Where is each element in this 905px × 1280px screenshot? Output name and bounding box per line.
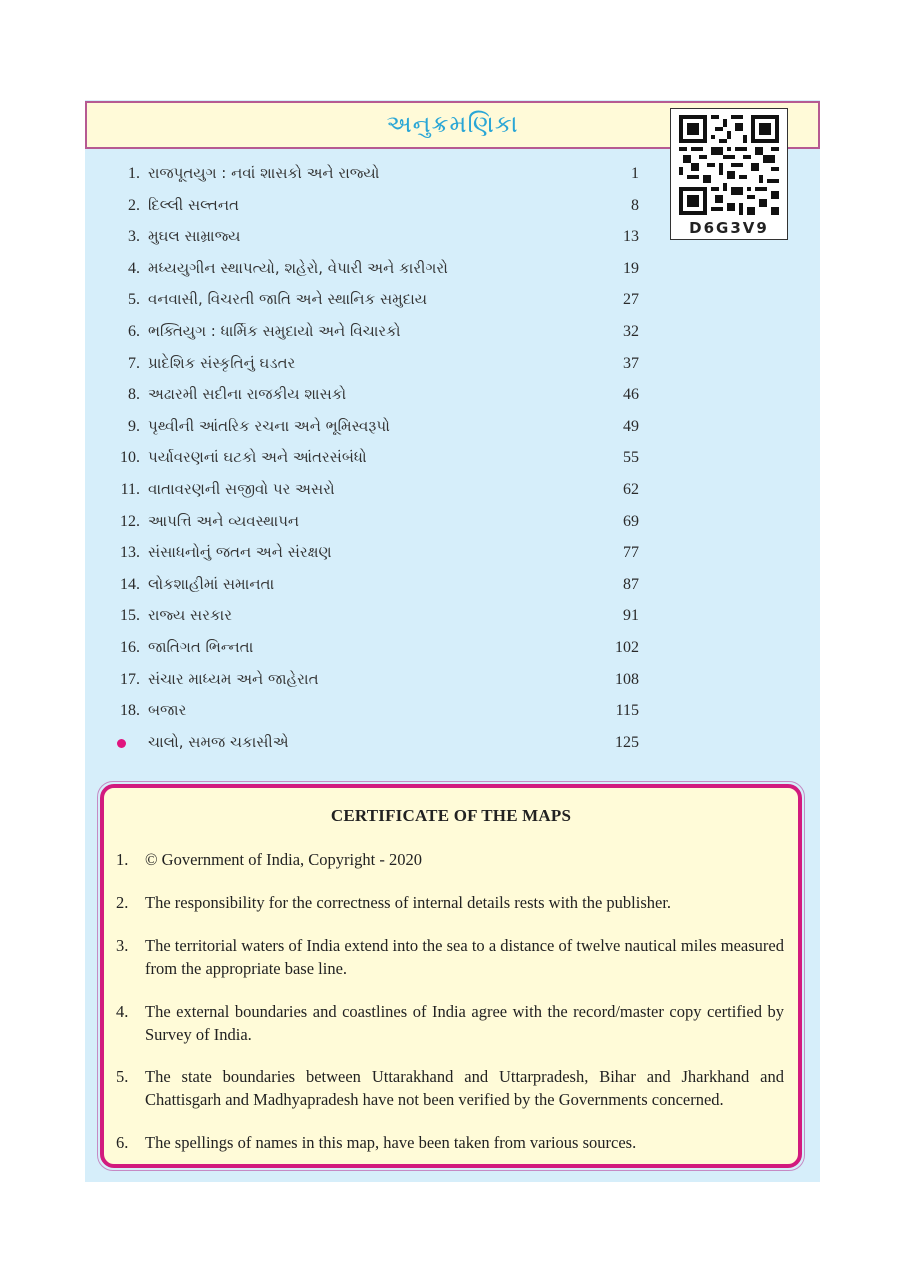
toc-item-1[interactable] [100, 158, 645, 190]
toc-page: 91 [623, 607, 639, 625]
toc-page: 115 [615, 702, 639, 720]
toc-title: વાતાવરણની સજીવો પર અસરો [148, 479, 335, 498]
item-number: 2. [116, 893, 129, 912]
certificate-item-3 [116, 934, 784, 980]
toc-item-9[interactable] [100, 411, 645, 443]
toc-number: 1. [128, 165, 140, 182]
toc-title: આપત્તિ અને વ્યવસ્થાપન [148, 511, 300, 530]
toc-page: 37 [623, 354, 639, 372]
toc-item-5[interactable] [100, 284, 645, 316]
toc-title: રાજપૂતયુગ : નવાં શાસકો અને રાજ્યો [148, 164, 380, 182]
toc-number: 4. [128, 259, 140, 277]
certificate-item-2 [116, 891, 784, 914]
toc-number: 3. [128, 228, 140, 246]
toc-item-12[interactable] [100, 506, 645, 538]
toc-number: 9. [128, 417, 140, 435]
toc-page: 32 [623, 322, 639, 340]
toc-page: 125 [615, 733, 639, 751]
toc-page: 77 [623, 544, 639, 562]
page-title: અનુક્રમણિકા [386, 110, 519, 138]
toc-number: 13. [120, 544, 140, 562]
qr-code-label: D6G3V9 [689, 219, 769, 237]
toc-item-16[interactable] [100, 632, 645, 664]
toc-item-8[interactable] [100, 379, 645, 411]
certificate-item-4 [116, 1000, 784, 1046]
toc-page: 19 [623, 259, 639, 277]
toc-title: પૃથ્વીની આંતરિક રચના અને ભૂમિસ્વરૂપો [148, 416, 390, 435]
toc-item-4[interactable] [100, 253, 645, 285]
toc-item-17[interactable] [100, 664, 645, 696]
toc-title: રાજ્ય સરકાર [148, 606, 232, 625]
toc-item-11[interactable] [100, 474, 645, 506]
item-number: 5. [116, 1067, 129, 1086]
toc-page: 1 [631, 165, 639, 182]
toc-number: 5. [128, 291, 140, 309]
toc-number: 6. [128, 322, 140, 340]
certificate-box [100, 784, 802, 1168]
qr-code-box[interactable] [670, 108, 788, 240]
toc-item-14[interactable] [100, 569, 645, 601]
toc-item-13[interactable] [100, 537, 645, 569]
toc-title: જાતિગત ભિન્નતા [148, 637, 254, 656]
toc-item-18[interactable] [100, 695, 645, 727]
toc-title: પ્રાદેશિક સંસ્કૃતિનું ઘડતર [148, 353, 296, 372]
toc-page: 13 [623, 228, 639, 246]
toc-page: 27 [623, 291, 639, 309]
toc-title: સંચાર માધ્યમ અને જાહેરાત [148, 669, 319, 688]
toc-title: દિલ્લી સલ્તનત [148, 195, 239, 214]
certificate-title: CERTIFICATE OF THE MAPS [330, 806, 572, 825]
table-of-contents [100, 158, 645, 758]
toc-title: અઢારમી સદીના રાજકીય શાસકો [148, 385, 347, 404]
item-number: 1. [116, 850, 129, 869]
certificate-item-6 [116, 1131, 784, 1154]
toc-page: 55 [623, 449, 639, 467]
toc-title: બજાર [148, 701, 187, 720]
toc-number: 17. [120, 670, 140, 688]
item-text: The territorial waters of India extend into the sea to a distance of twelve nautical miles measured from the appropriate base line. [145, 936, 784, 978]
toc-item-10[interactable] [100, 442, 645, 474]
toc-item-6[interactable] [100, 316, 645, 348]
toc-number: 16. [120, 638, 140, 656]
toc-title: ચાલો, સમજ ચકાસીએ [148, 732, 289, 751]
toc-page: 49 [623, 417, 639, 435]
toc-title: લોકશાહીમાં સમાનતા [148, 574, 275, 593]
toc-title: સંસાધનોનું જતન અને સંરક્ષણ [148, 543, 332, 562]
item-text: The spellings of names in this map, have been taken from various sources. [145, 1133, 637, 1152]
toc-title: મધ્યયુગીન સ્થાપત્યો, શહેરો, વેપારી અને કારીગરો [148, 258, 448, 277]
toc-page: 69 [623, 512, 639, 530]
item-number: 4. [116, 1002, 129, 1021]
item-text: © Government of India, Copyright - 2020 [145, 850, 422, 869]
item-text: The state boundaries between Uttarakhand and Uttarpradesh, Bihar and Jharkhand and Chattisgarh and Madhyapradesh have not been verified by the Governments concerned. [145, 1067, 784, 1109]
toc-page: 102 [615, 638, 639, 656]
toc-number: 11. [120, 480, 140, 498]
toc-number: 8. [128, 386, 140, 404]
toc-title: પર્યાવરણનાં ઘટકો અને આંતરસંબંધો [148, 448, 367, 467]
toc-number: 18. [120, 702, 140, 720]
toc-page: 46 [623, 386, 639, 404]
item-number: 3. [116, 936, 129, 955]
item-number: 6. [116, 1133, 129, 1152]
item-text: The responsibility for the correctness of internal details rests with the publisher. [145, 893, 672, 912]
toc-title: વનવાસી, વિચરતી જાતિ અને સ્થાનિક સમુદાય [148, 290, 428, 309]
toc-title: મુઘલ સામ્રાજ્ય [148, 227, 241, 246]
toc-title: ભક્તિયુગ : ધાર્મિક સમુદાયો અને વિચારકો [148, 321, 401, 340]
toc-number: 12. [120, 512, 140, 530]
toc-item-quiz[interactable] [100, 727, 645, 759]
toc-number: 10. [120, 449, 140, 467]
toc-item-15[interactable] [100, 600, 645, 632]
bullet-icon [117, 739, 126, 748]
toc-page: 8 [631, 196, 639, 214]
toc-page: 62 [623, 480, 639, 498]
toc-item-2[interactable] [100, 190, 645, 222]
toc-number: 14. [120, 575, 140, 593]
toc-number: 15. [120, 607, 140, 625]
item-text: The external boundaries and coastlines of India agree with the record/master copy certified by Survey of India. [145, 1002, 784, 1044]
toc-page: 108 [615, 670, 639, 688]
toc-number: 7. [128, 354, 140, 372]
toc-item-7[interactable] [100, 348, 645, 380]
toc-page: 87 [623, 575, 639, 593]
qr-code-icon [679, 115, 779, 215]
toc-number: 2. [128, 196, 140, 214]
certificate-item-1 [116, 848, 784, 871]
certificate-item-5 [116, 1065, 784, 1111]
toc-item-3[interactable] [100, 221, 645, 253]
